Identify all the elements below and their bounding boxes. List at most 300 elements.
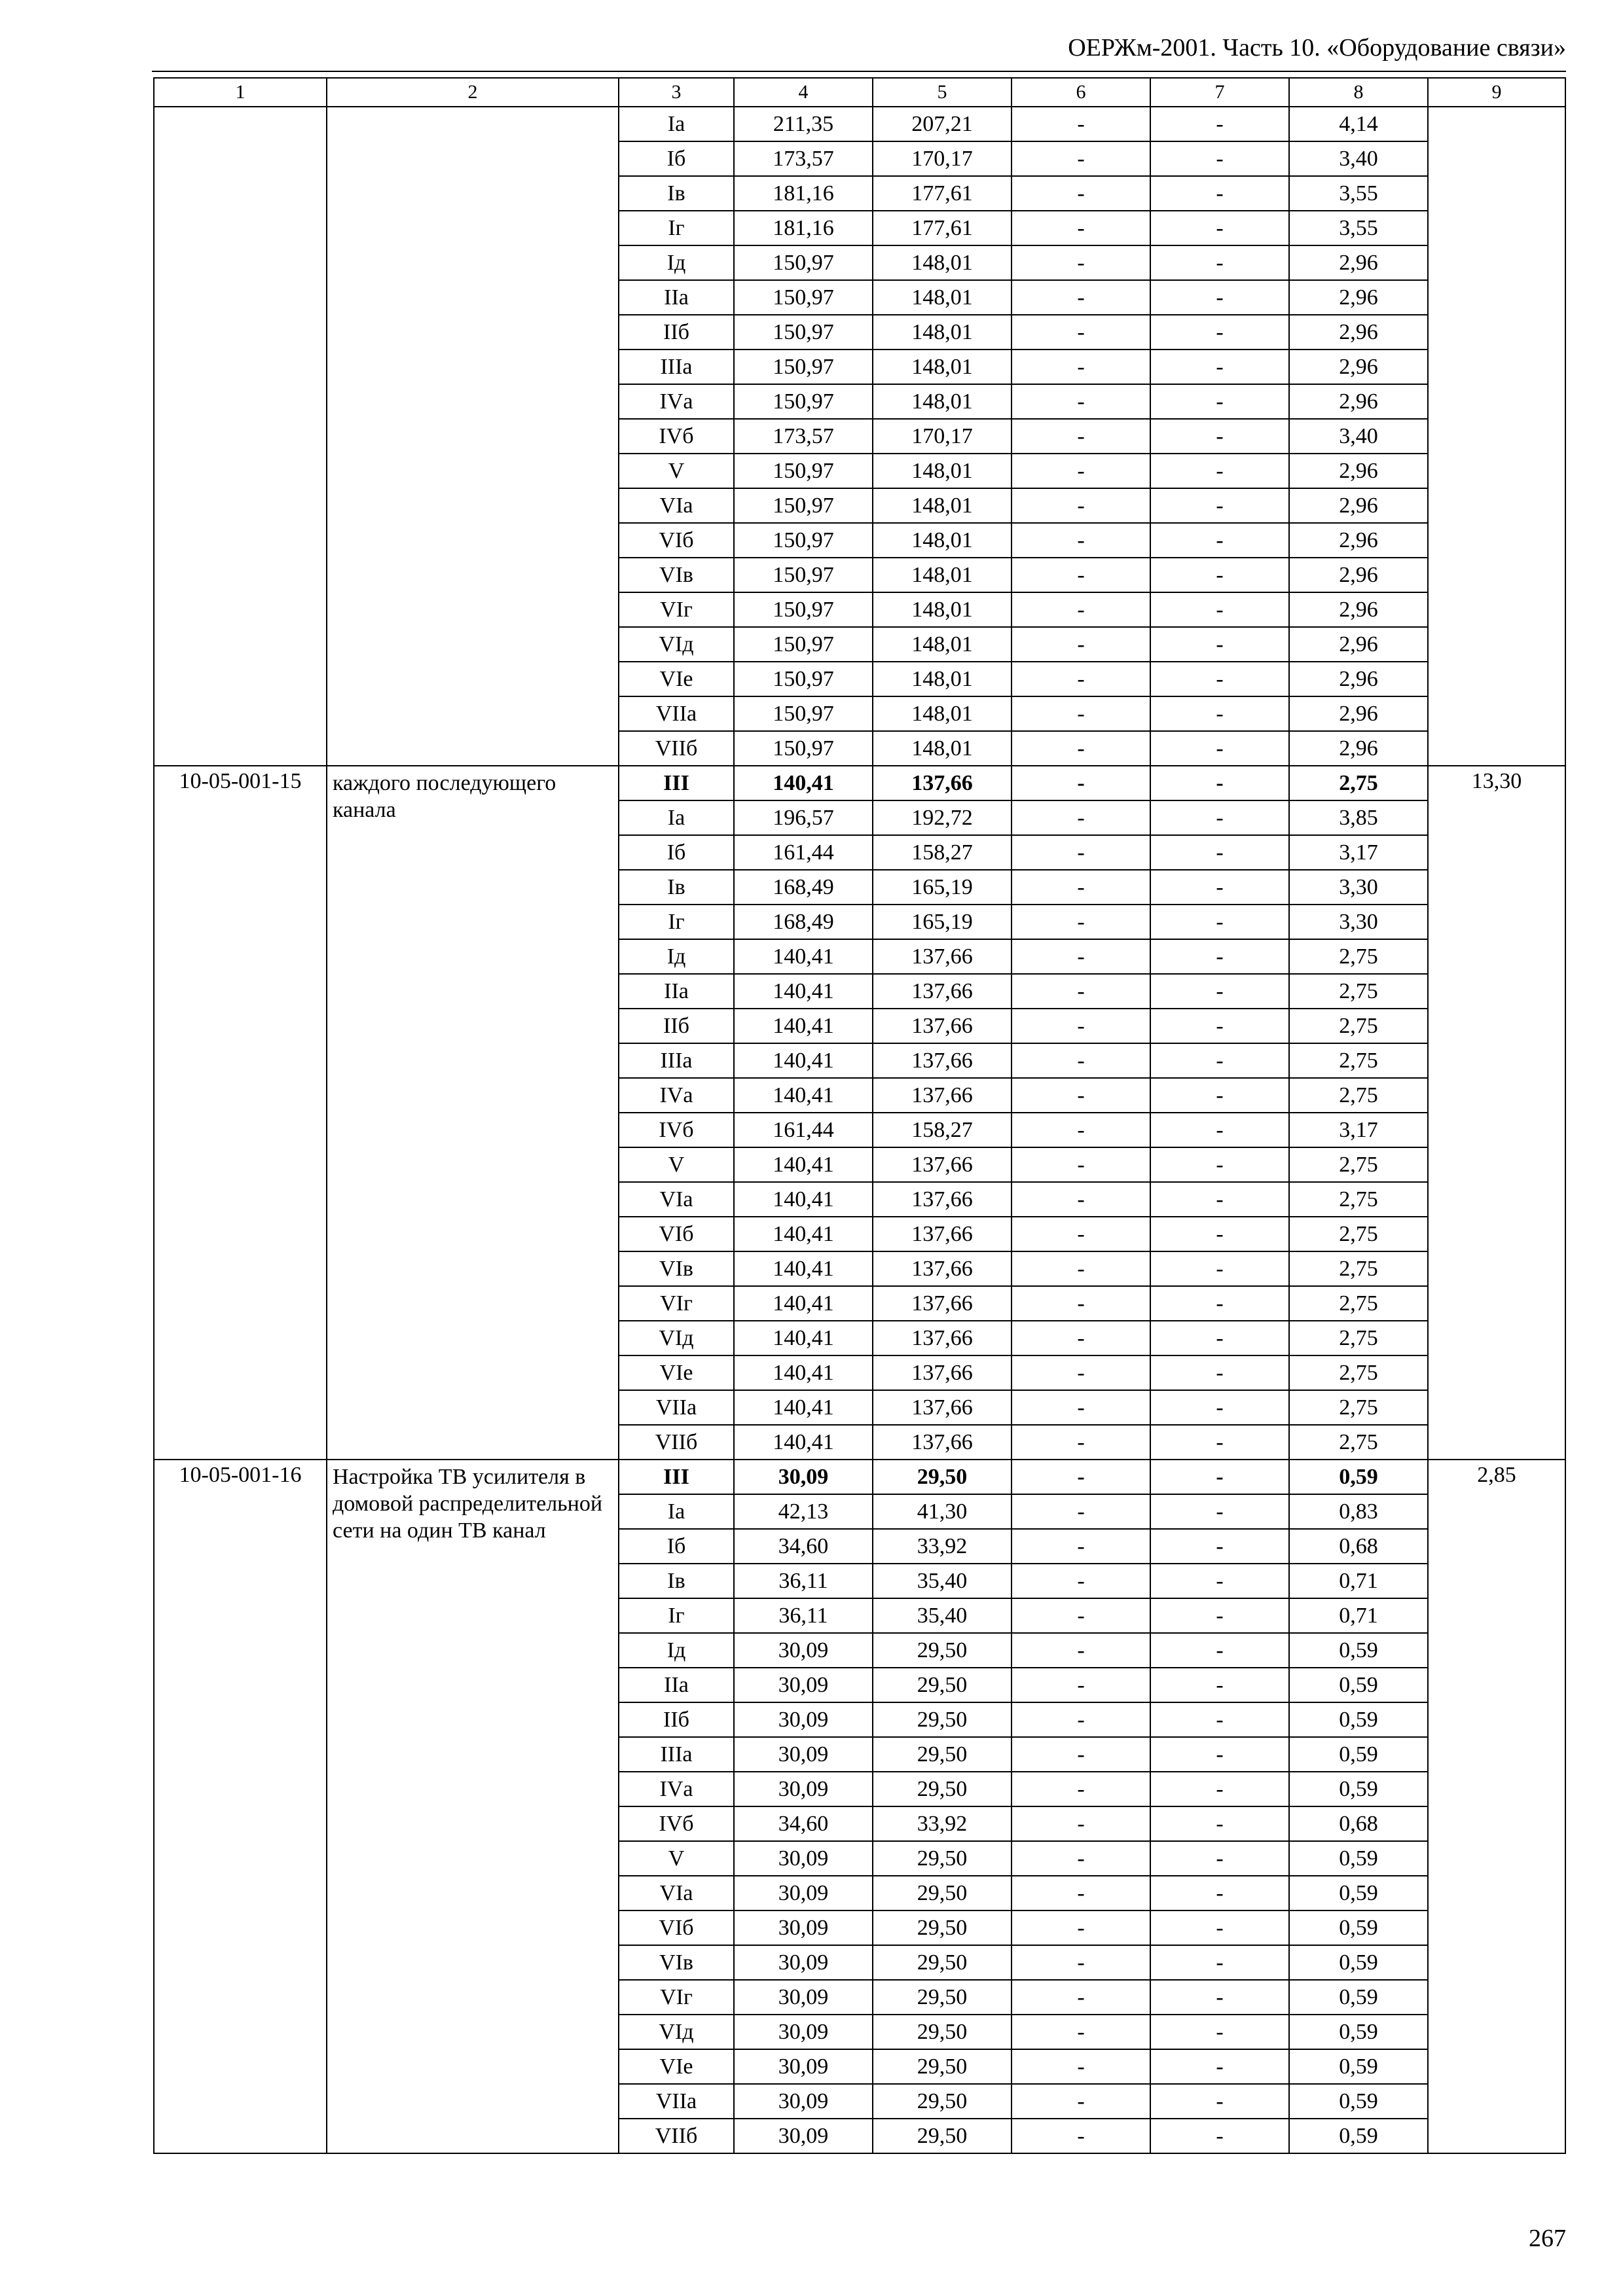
total-cost-cell: 34,60	[734, 1529, 873, 1564]
code-cell	[154, 384, 327, 419]
machinist-wages-cell: -	[1150, 107, 1289, 141]
wages-cell: 137,66	[873, 766, 1012, 800]
code-cell	[154, 350, 327, 384]
machinist-wages-cell: -	[1150, 1841, 1289, 1876]
total-cost-cell: 140,41	[734, 939, 873, 974]
zone-cell: Iг	[619, 905, 734, 939]
description-cell	[327, 523, 619, 558]
total-cost-cell: 150,97	[734, 315, 873, 350]
machine-cost-cell: -	[1012, 870, 1150, 905]
col9-cell	[1428, 315, 1565, 350]
materials-cell: 2,75	[1289, 1355, 1428, 1390]
zone-cell: IVб	[619, 1113, 734, 1147]
total-cost-cell: 196,57	[734, 800, 873, 835]
table-row	[154, 315, 1565, 350]
zone-cell: Iг	[619, 211, 734, 245]
column-header: 1	[154, 78, 327, 107]
materials-cell: 0,59	[1289, 1876, 1428, 1910]
machinist-wages-cell: -	[1150, 1668, 1289, 1702]
machinist-wages-cell: -	[1150, 2015, 1289, 2049]
machinist-wages-cell: -	[1150, 1321, 1289, 1355]
description-cell	[327, 315, 619, 350]
zone-cell: IIа	[619, 974, 734, 1009]
zone-cell: Iб	[619, 835, 734, 870]
description-cell	[327, 280, 619, 315]
col9-cell	[1428, 245, 1565, 280]
machinist-wages-cell: -	[1150, 419, 1289, 454]
machine-cost-cell: -	[1012, 1182, 1150, 1217]
machinist-wages-cell: -	[1150, 2084, 1289, 2119]
zone-cell: VIе	[619, 662, 734, 696]
col9-cell	[1428, 350, 1565, 384]
machine-cost-cell: -	[1012, 1390, 1150, 1425]
wages-cell: 29,50	[873, 2015, 1012, 2049]
table-row	[154, 384, 1565, 419]
machinist-wages-cell: -	[1150, 141, 1289, 176]
materials-cell: 2,75	[1289, 1286, 1428, 1321]
total-cost-cell: 161,44	[734, 835, 873, 870]
zone-cell: VIб	[619, 1910, 734, 1945]
total-cost-cell: 150,97	[734, 731, 873, 766]
machinist-wages-cell: -	[1150, 627, 1289, 662]
total-cost-cell: 140,41	[734, 1217, 873, 1251]
wages-cell: 35,40	[873, 1564, 1012, 1598]
machinist-wages-cell: -	[1150, 662, 1289, 696]
machine-cost-cell: -	[1012, 1980, 1150, 2015]
materials-cell: 0,59	[1289, 1841, 1428, 1876]
zone-cell: VIб	[619, 523, 734, 558]
machinist-wages-cell: -	[1150, 1598, 1289, 1633]
machinist-wages-cell: -	[1150, 2049, 1289, 2084]
machine-cost-cell: -	[1012, 939, 1150, 974]
machine-cost-cell: -	[1012, 1737, 1150, 1772]
wages-cell: 29,50	[873, 1668, 1012, 1702]
machinist-wages-cell: -	[1150, 1182, 1289, 1217]
machinist-wages-cell: -	[1150, 1078, 1289, 1113]
description-cell	[327, 245, 619, 280]
item-description: каждого последующего канала	[327, 766, 619, 1460]
zone-cell: Iд	[619, 245, 734, 280]
total-cost-cell: 30,09	[734, 1910, 873, 1945]
zone-cell: IIа	[619, 1668, 734, 1702]
total-cost-cell: 30,09	[734, 1772, 873, 1806]
table-row	[154, 211, 1565, 245]
materials-cell: 0,59	[1289, 1772, 1428, 1806]
table-row	[154, 280, 1565, 315]
zone-cell: IVа	[619, 1772, 734, 1806]
table-row	[154, 523, 1565, 558]
wages-cell: 148,01	[873, 662, 1012, 696]
code-cell	[154, 558, 327, 592]
wages-cell: 158,27	[873, 1113, 1012, 1147]
total-cost-cell: 36,11	[734, 1598, 873, 1633]
description-cell	[327, 662, 619, 696]
wages-cell: 148,01	[873, 280, 1012, 315]
machine-cost-cell: -	[1012, 1217, 1150, 1251]
machine-cost-cell: -	[1012, 1945, 1150, 1980]
code-cell	[154, 662, 327, 696]
zone-cell: IVа	[619, 384, 734, 419]
total-cost-cell: 140,41	[734, 1009, 873, 1043]
zone-cell: Iд	[619, 1633, 734, 1668]
table-row	[154, 454, 1565, 488]
table-row	[154, 592, 1565, 627]
materials-cell: 3,55	[1289, 176, 1428, 211]
machinist-wages-cell: -	[1150, 1876, 1289, 1910]
col9-cell	[1428, 141, 1565, 176]
code-cell	[154, 419, 327, 454]
column-header: 4	[734, 78, 873, 107]
code-cell	[154, 731, 327, 766]
machine-cost-cell: -	[1012, 1668, 1150, 1702]
machinist-wages-cell: -	[1150, 1980, 1289, 2015]
machine-cost-cell: -	[1012, 176, 1150, 211]
col9-cell	[1428, 454, 1565, 488]
materials-cell: 2,96	[1289, 488, 1428, 523]
wages-cell: 207,21	[873, 107, 1012, 141]
materials-cell: 2,96	[1289, 280, 1428, 315]
wages-cell: 137,66	[873, 974, 1012, 1009]
materials-cell: 2,75	[1289, 1251, 1428, 1286]
materials-cell: 2,96	[1289, 454, 1428, 488]
wages-cell: 35,40	[873, 1598, 1012, 1633]
zone-cell: IIIа	[619, 350, 734, 384]
machinist-wages-cell: -	[1150, 1217, 1289, 1251]
code-cell	[154, 627, 327, 662]
machine-cost-cell: -	[1012, 1633, 1150, 1668]
wages-cell: 148,01	[873, 315, 1012, 350]
total-cost-cell: 140,41	[734, 1355, 873, 1390]
total-cost-cell: 30,09	[734, 2119, 873, 2153]
machinist-wages-cell: -	[1150, 350, 1289, 384]
wages-cell: 137,66	[873, 1251, 1012, 1286]
zone-cell: VIд	[619, 1321, 734, 1355]
total-cost-cell: 150,97	[734, 592, 873, 627]
machine-cost-cell: -	[1012, 1564, 1150, 1598]
machinist-wages-cell: -	[1150, 766, 1289, 800]
machine-cost-cell: -	[1012, 1460, 1150, 1494]
machinist-wages-cell: -	[1150, 731, 1289, 766]
total-cost-cell: 140,41	[734, 1286, 873, 1321]
materials-cell: 2,96	[1289, 558, 1428, 592]
machine-cost-cell: -	[1012, 419, 1150, 454]
machinist-wages-cell: -	[1150, 211, 1289, 245]
zone-cell: V	[619, 1147, 734, 1182]
rates-table-body	[154, 107, 1565, 2153]
machine-cost-cell: -	[1012, 835, 1150, 870]
materials-cell: 2,75	[1289, 939, 1428, 974]
total-cost-cell: 168,49	[734, 905, 873, 939]
zone-cell: VIIа	[619, 1390, 734, 1425]
total-cost-cell: 173,57	[734, 419, 873, 454]
machine-cost-cell: -	[1012, 627, 1150, 662]
zone-cell: VIв	[619, 558, 734, 592]
page-header-title: ОЕРЖм-2001. Часть 10. «Оборудование связи»	[1068, 34, 1566, 62]
total-cost-cell: 140,41	[734, 1251, 873, 1286]
code-cell	[154, 280, 327, 315]
zone-cell: VIIб	[619, 1425, 734, 1460]
wages-cell: 29,50	[873, 1772, 1012, 1806]
machine-cost-cell: -	[1012, 1286, 1150, 1321]
col9-cell	[1428, 592, 1565, 627]
machine-cost-cell: -	[1012, 696, 1150, 731]
wages-cell: 148,01	[873, 350, 1012, 384]
machinist-wages-cell: -	[1150, 1286, 1289, 1321]
wages-cell: 192,72	[873, 800, 1012, 835]
zone-cell: IIб	[619, 1702, 734, 1737]
zone-cell: Iв	[619, 176, 734, 211]
materials-cell: 2,75	[1289, 1425, 1428, 1460]
materials-cell: 2,75	[1289, 1009, 1428, 1043]
total-cost-cell: 140,41	[734, 1043, 873, 1078]
machinist-wages-cell: -	[1150, 1425, 1289, 1460]
wages-cell: 29,50	[873, 2119, 1012, 2153]
materials-cell: 2,96	[1289, 592, 1428, 627]
table-row	[154, 350, 1565, 384]
materials-cell: 3,40	[1289, 419, 1428, 454]
table-row	[154, 141, 1565, 176]
total-cost-cell: 140,41	[734, 1321, 873, 1355]
materials-cell: 0,68	[1289, 1806, 1428, 1841]
col9-cell	[1428, 662, 1565, 696]
code-cell	[154, 592, 327, 627]
wages-cell: 29,50	[873, 1876, 1012, 1910]
col9-cell	[1428, 523, 1565, 558]
zone-cell: VIIб	[619, 731, 734, 766]
machinist-wages-cell: -	[1150, 939, 1289, 974]
machinist-wages-cell: -	[1150, 974, 1289, 1009]
table-row	[154, 1460, 1565, 1494]
table-row	[154, 419, 1565, 454]
machine-cost-cell: -	[1012, 1321, 1150, 1355]
zone-cell: Iа	[619, 800, 734, 835]
machine-cost-cell: -	[1012, 1425, 1150, 1460]
machinist-wages-cell: -	[1150, 176, 1289, 211]
code-cell	[154, 454, 327, 488]
wages-cell: 165,19	[873, 905, 1012, 939]
machinist-wages-cell: -	[1150, 835, 1289, 870]
description-cell	[327, 141, 619, 176]
total-cost-cell: 30,09	[734, 1876, 873, 1910]
zone-cell: VIе	[619, 1355, 734, 1390]
description-cell	[327, 176, 619, 211]
materials-cell: 2,96	[1289, 662, 1428, 696]
total-cost-cell: 34,60	[734, 1806, 873, 1841]
col9-cell	[1428, 488, 1565, 523]
machine-cost-cell: -	[1012, 454, 1150, 488]
total-cost-cell: 150,97	[734, 523, 873, 558]
wages-cell: 148,01	[873, 245, 1012, 280]
total-cost-cell: 140,41	[734, 974, 873, 1009]
machine-cost-cell: -	[1012, 1876, 1150, 1910]
machinist-wages-cell: -	[1150, 696, 1289, 731]
machinist-wages-cell: -	[1150, 454, 1289, 488]
wages-cell: 148,01	[873, 696, 1012, 731]
machinist-wages-cell: -	[1150, 1772, 1289, 1806]
wages-cell: 29,50	[873, 1460, 1012, 1494]
wages-cell: 148,01	[873, 558, 1012, 592]
description-cell	[327, 592, 619, 627]
machine-cost-cell: -	[1012, 350, 1150, 384]
machinist-wages-cell: -	[1150, 315, 1289, 350]
code-cell	[154, 523, 327, 558]
total-cost-cell: 150,97	[734, 384, 873, 419]
wages-cell: 148,01	[873, 731, 1012, 766]
machine-cost-cell: -	[1012, 2084, 1150, 2119]
table-row	[154, 245, 1565, 280]
materials-cell: 2,96	[1289, 245, 1428, 280]
zone-cell: V	[619, 454, 734, 488]
machine-cost-cell: -	[1012, 731, 1150, 766]
total-cost-cell: 30,09	[734, 2084, 873, 2119]
materials-cell: 3,55	[1289, 211, 1428, 245]
machinist-wages-cell: -	[1150, 1113, 1289, 1147]
materials-cell: 0,83	[1289, 1494, 1428, 1529]
materials-cell: 0,68	[1289, 1529, 1428, 1564]
column-header: 7	[1150, 78, 1289, 107]
materials-cell: 2,75	[1289, 1217, 1428, 1251]
table-row	[154, 107, 1565, 141]
zone-cell: IIа	[619, 280, 734, 315]
item-code: 10-05-001-15	[154, 766, 327, 1460]
machine-cost-cell: -	[1012, 1494, 1150, 1529]
table-row	[154, 558, 1565, 592]
item-col9-value: 2,85	[1428, 1460, 1565, 2153]
total-cost-cell: 150,97	[734, 350, 873, 384]
machinist-wages-cell: -	[1150, 1494, 1289, 1529]
wages-cell: 29,50	[873, 1841, 1012, 1876]
zone-cell: III	[619, 766, 734, 800]
total-cost-cell: 140,41	[734, 1078, 873, 1113]
machine-cost-cell: -	[1012, 1355, 1150, 1390]
total-cost-cell: 30,09	[734, 1668, 873, 1702]
machine-cost-cell: -	[1012, 1598, 1150, 1633]
zone-cell: IVа	[619, 1078, 734, 1113]
total-cost-cell: 150,97	[734, 488, 873, 523]
total-cost-cell: 30,09	[734, 1737, 873, 1772]
code-cell	[154, 315, 327, 350]
wages-cell: 148,01	[873, 454, 1012, 488]
description-cell	[327, 696, 619, 731]
machinist-wages-cell: -	[1150, 523, 1289, 558]
col9-cell	[1428, 696, 1565, 731]
wages-cell: 137,66	[873, 939, 1012, 974]
total-cost-cell: 30,09	[734, 1841, 873, 1876]
total-cost-cell: 173,57	[734, 141, 873, 176]
materials-cell: 2,75	[1289, 1390, 1428, 1425]
materials-cell: 2,75	[1289, 1321, 1428, 1355]
total-cost-cell: 150,97	[734, 696, 873, 731]
description-cell	[327, 419, 619, 454]
machine-cost-cell: -	[1012, 1910, 1150, 1945]
zone-cell: VIIа	[619, 696, 734, 731]
machinist-wages-cell: -	[1150, 245, 1289, 280]
materials-cell: 0,59	[1289, 1702, 1428, 1737]
machine-cost-cell: -	[1012, 1702, 1150, 1737]
wages-cell: 33,92	[873, 1806, 1012, 1841]
table-row	[154, 766, 1565, 800]
machine-cost-cell: -	[1012, 800, 1150, 835]
machinist-wages-cell: -	[1150, 1737, 1289, 1772]
materials-cell: 3,17	[1289, 835, 1428, 870]
machine-cost-cell: -	[1012, 592, 1150, 627]
wages-cell: 29,50	[873, 1945, 1012, 1980]
wages-cell: 137,66	[873, 1147, 1012, 1182]
machinist-wages-cell: -	[1150, 1009, 1289, 1043]
materials-cell: 0,71	[1289, 1598, 1428, 1633]
materials-cell: 2,96	[1289, 731, 1428, 766]
zone-cell: VIа	[619, 1876, 734, 1910]
materials-cell: 2,75	[1289, 1043, 1428, 1078]
total-cost-cell: 211,35	[734, 107, 873, 141]
zone-cell: IVб	[619, 1806, 734, 1841]
zone-cell: VIе	[619, 2049, 734, 2084]
machine-cost-cell: -	[1012, 1113, 1150, 1147]
wages-cell: 158,27	[873, 835, 1012, 870]
machine-cost-cell: -	[1012, 211, 1150, 245]
column-header: 3	[619, 78, 734, 107]
description-cell	[327, 558, 619, 592]
machinist-wages-cell: -	[1150, 1564, 1289, 1598]
col9-cell	[1428, 211, 1565, 245]
description-cell	[327, 350, 619, 384]
materials-cell: 3,85	[1289, 800, 1428, 835]
col9-cell	[1428, 627, 1565, 662]
zone-cell: IIб	[619, 315, 734, 350]
machine-cost-cell: -	[1012, 141, 1150, 176]
machinist-wages-cell: -	[1150, 905, 1289, 939]
wages-cell: 137,66	[873, 1078, 1012, 1113]
description-cell	[327, 384, 619, 419]
machine-cost-cell: -	[1012, 1529, 1150, 1564]
materials-cell: 3,30	[1289, 870, 1428, 905]
machine-cost-cell: -	[1012, 245, 1150, 280]
machinist-wages-cell: -	[1150, 1460, 1289, 1494]
materials-cell: 2,75	[1289, 1182, 1428, 1217]
machinist-wages-cell: -	[1150, 1390, 1289, 1425]
code-cell	[154, 696, 327, 731]
wages-cell: 137,66	[873, 1390, 1012, 1425]
machinist-wages-cell: -	[1150, 1251, 1289, 1286]
zone-cell: VIг	[619, 1980, 734, 2015]
machine-cost-cell: -	[1012, 905, 1150, 939]
total-cost-cell: 30,09	[734, 2015, 873, 2049]
table-row	[154, 627, 1565, 662]
wages-cell: 137,66	[873, 1286, 1012, 1321]
materials-cell: 0,59	[1289, 2084, 1428, 2119]
materials-cell: 2,75	[1289, 1147, 1428, 1182]
machine-cost-cell: -	[1012, 280, 1150, 315]
materials-cell: 2,96	[1289, 523, 1428, 558]
wages-cell: 137,66	[873, 1043, 1012, 1078]
materials-cell: 0,59	[1289, 1910, 1428, 1945]
zone-cell: VIа	[619, 488, 734, 523]
materials-cell: 2,96	[1289, 696, 1428, 731]
description-cell	[327, 211, 619, 245]
machinist-wages-cell: -	[1150, 1355, 1289, 1390]
total-cost-cell: 36,11	[734, 1564, 873, 1598]
machine-cost-cell: -	[1012, 974, 1150, 1009]
machinist-wages-cell: -	[1150, 1633, 1289, 1668]
machinist-wages-cell: -	[1150, 488, 1289, 523]
machine-cost-cell: -	[1012, 558, 1150, 592]
wages-cell: 29,50	[873, 1633, 1012, 1668]
total-cost-cell: 150,97	[734, 454, 873, 488]
table-row	[154, 488, 1565, 523]
machinist-wages-cell: -	[1150, 2119, 1289, 2153]
total-cost-cell: 140,41	[734, 766, 873, 800]
wages-cell: 170,17	[873, 419, 1012, 454]
